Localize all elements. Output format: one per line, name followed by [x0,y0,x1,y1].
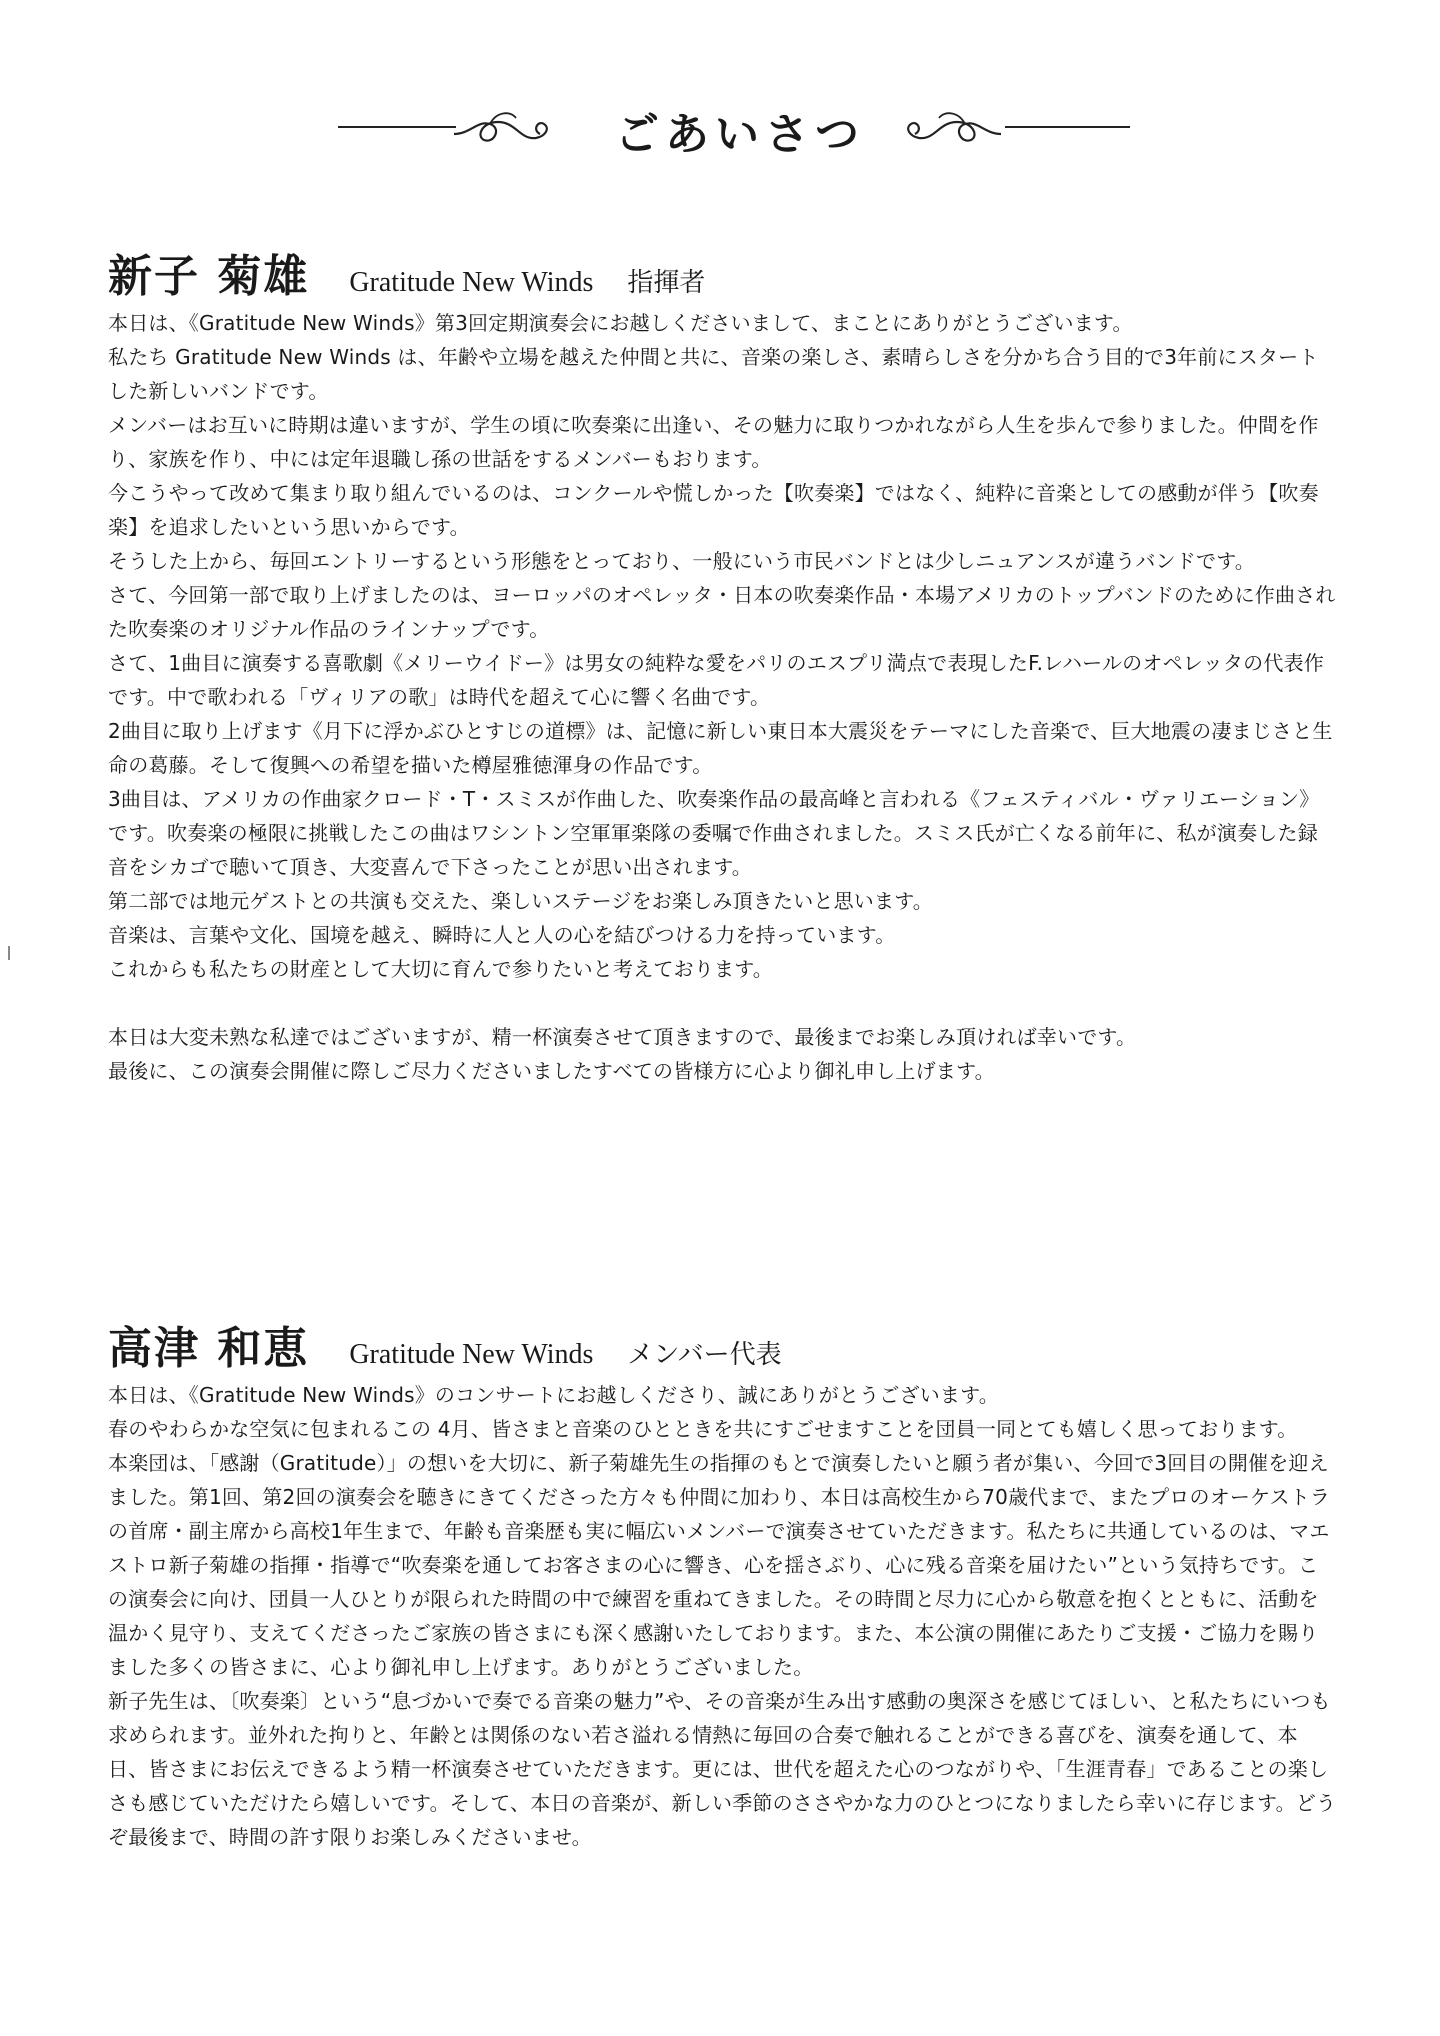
title-row [0,92,1440,162]
paragraph: 本日は、《Gratitude New Winds》のコンサートにお越しくださり、誠にありがとうございます。 [108,1383,999,1407]
paragraph: 最後に、この演奏会開催に際しご尽力くださいましたすべての皆様方に心より御礼申し上げます。 [108,1059,995,1083]
section-2-org: Gratitude New Winds [349,1339,594,1370]
paragraph: 私たち Gratitude New Winds は、年齢や立場を越えた仲間と共に、音楽の楽しさ、素晴らしさを分かち合う目的で3年前にスタートした新しいバンドです。 [108,345,1319,403]
section-2-body [108,1378,1338,1854]
paragraph: そうした上から、毎回エントリーするという形態をとっており、一般にいう市民バンドとは少しニュアンスが違うバンドです。 [108,549,1255,573]
paragraph: これからも私たちの財産として大切に育んで参りたいと考えております。 [108,957,773,981]
paragraph: 本日は、《Gratitude New Winds》第3回定期演奏会にお越しくださいまして、まことにありがとうございます。 [108,311,1133,335]
section-1-org: Gratitude New Winds [349,267,594,298]
paragraph: 3曲目は、アメリカの作曲家クロード・T・スミスが作曲した、吹奏楽作品の最高峰と言われる《フェスティバル・ヴァリエーション》です。吹奏楽の極限に挑戦したこの曲はワシントン空軍軍楽隊の委嘱で作曲されました。スミス氏が亡くなる前年に、私が演奏した録音をシカゴで聴いて頂き、大変喜んで下さったことが思い出されます。 [108,787,1320,879]
section-2-name: 高津 和恵 [108,1323,310,1374]
scan-mark [8,946,10,960]
paragraph: さて、今回第一部で取り上げましたのは、ヨーロッパのオペレッタ・日本の吹奏楽作品・本場アメリカのトップバンドのために作曲された吹奏楽のオリジナル作品のラインナップです。 [108,583,1336,641]
section-1-role: 指揮者 [627,268,706,298]
section-2-role: メンバー代表 [627,1340,782,1370]
paragraph: 音楽は、言葉や文化、国境を越え、瞬時に人と人の心を結びつける力を持っています。 [108,923,896,947]
paragraph: 2曲目に取り上げます《月下に浮かぶひとすじの道標》は、記憶に新しい東日本大震災をテーマにした音楽で、巨大地震の凄まじさと生命の葛藤。そして復興への希望を描いた樽屋雅徳渾身の作品です。 [108,719,1333,777]
paragraph: 本日は大変未熟な私達ではございますが、精一杯演奏させて頂きますので、最後までお楽しみ頂ければ幸いです。 [108,1025,1137,1049]
paragraph: 第二部では地元ゲストとの共演も交えた、楽しいステージをお楽しみ頂きたいと思います。 [108,889,933,913]
paragraph: 本楽団は、「感謝（Gratitude）」の想いを大切に、新子菊雄先生の指揮のもとで演奏したいと願う者が集い、今回で3回目の開催を迎えました。第1回、第2回の演奏会を聴きにきてくださった方々も仲間に加わり、本日は高校生から70歳代まで、またプロのオーケストラの首席・副主席から高校1年生まで、年齢も音楽歴も実に幅広いメンバーで演奏させていただきます。私たちに共通しているのは、マエストロ新子菊雄の指揮・指導で“吹奏楽を通してお客さまの心に響き、心を揺さぶり、心に残る音楽を届けたい”という気持ちです。この演奏会に向け、団員一人ひとりが限られた時間の中で練習を重ねてきました。その時間と尽力に心から敬意を抱くとともに、活動を温かく見守り、支えてくださったご家族の皆さまにも深く感謝いたしております。また、本公演の開催にあたりご支援・ご協力を賜りました多くの皆さまに、心より御礼申し上げます。ありがとうございました。 [108,1451,1331,1679]
paragraph: 今こうやって改めて集まり取り組んでいるのは、コンクールや慌しかった【吹奏楽】ではなく、純粋に音楽としての感動が伴う【吹奏楽】を追求したいという思いからです。 [108,481,1319,539]
section-1-name: 新子 菊雄 [108,251,310,302]
section-1-body [108,306,1338,1088]
paragraph: メンバーはお互いに時期は違いますが、学生の頃に吹奏楽に出逢い、その魅力に取りつかれながら人生を歩んで参りました。仲間を作り、家族を作り、中には定年退職し孫の世話をするメンバーもおります。 [108,413,1319,471]
flourish-left-icon [450,100,560,156]
paragraph-gap [108,986,1338,1020]
title-rule-left [338,126,456,128]
title-rule-right [1005,126,1130,128]
flourish-right-icon [895,100,1005,156]
section-2-heading [108,1312,782,1372]
page-title: ごあいさつ [615,109,865,160]
paragraph: 春のやわらかな空気に包まれるこの 4月、皆さまと音楽のひとときを共にすごせますことを団員一同とても嬉しく思っております。 [108,1417,1298,1441]
section-1-heading [108,240,705,300]
paragraph: さて、1曲目に演奏する喜歌劇《メリーウイドー》は男女の純粋な愛をパリのエスプリ満点で表現したF.レハールのオペレッタの代表作です。中で歌われる「ヴィリアの歌」は時代を超えて心に響く名曲です。 [108,651,1324,709]
paragraph: 新子先生は、〔吹奏楽〕という“息づかいで奏でる音楽の魅力”や、その音楽が生み出す感動の奥深さを感じてほしい、と私たちにいつも求められます。並外れた拘りと、年齢とは関係のない若さ溢れる情熱に毎回の合奏で触れることができる喜びを、演奏を通して、本日、皆さまにお伝えできるよう精一杯演奏させていただきます。更には、世代を超えた心のつながりや、「生涯青春」であることの楽しさも感じていただけたら嬉しいです。そして、本日の音楽が、新しい季節のささやかな力のひとつになりましたら幸いに存じます。どうぞ最後まで、時間の許す限りお楽しみくださいませ。 [108,1689,1337,1849]
